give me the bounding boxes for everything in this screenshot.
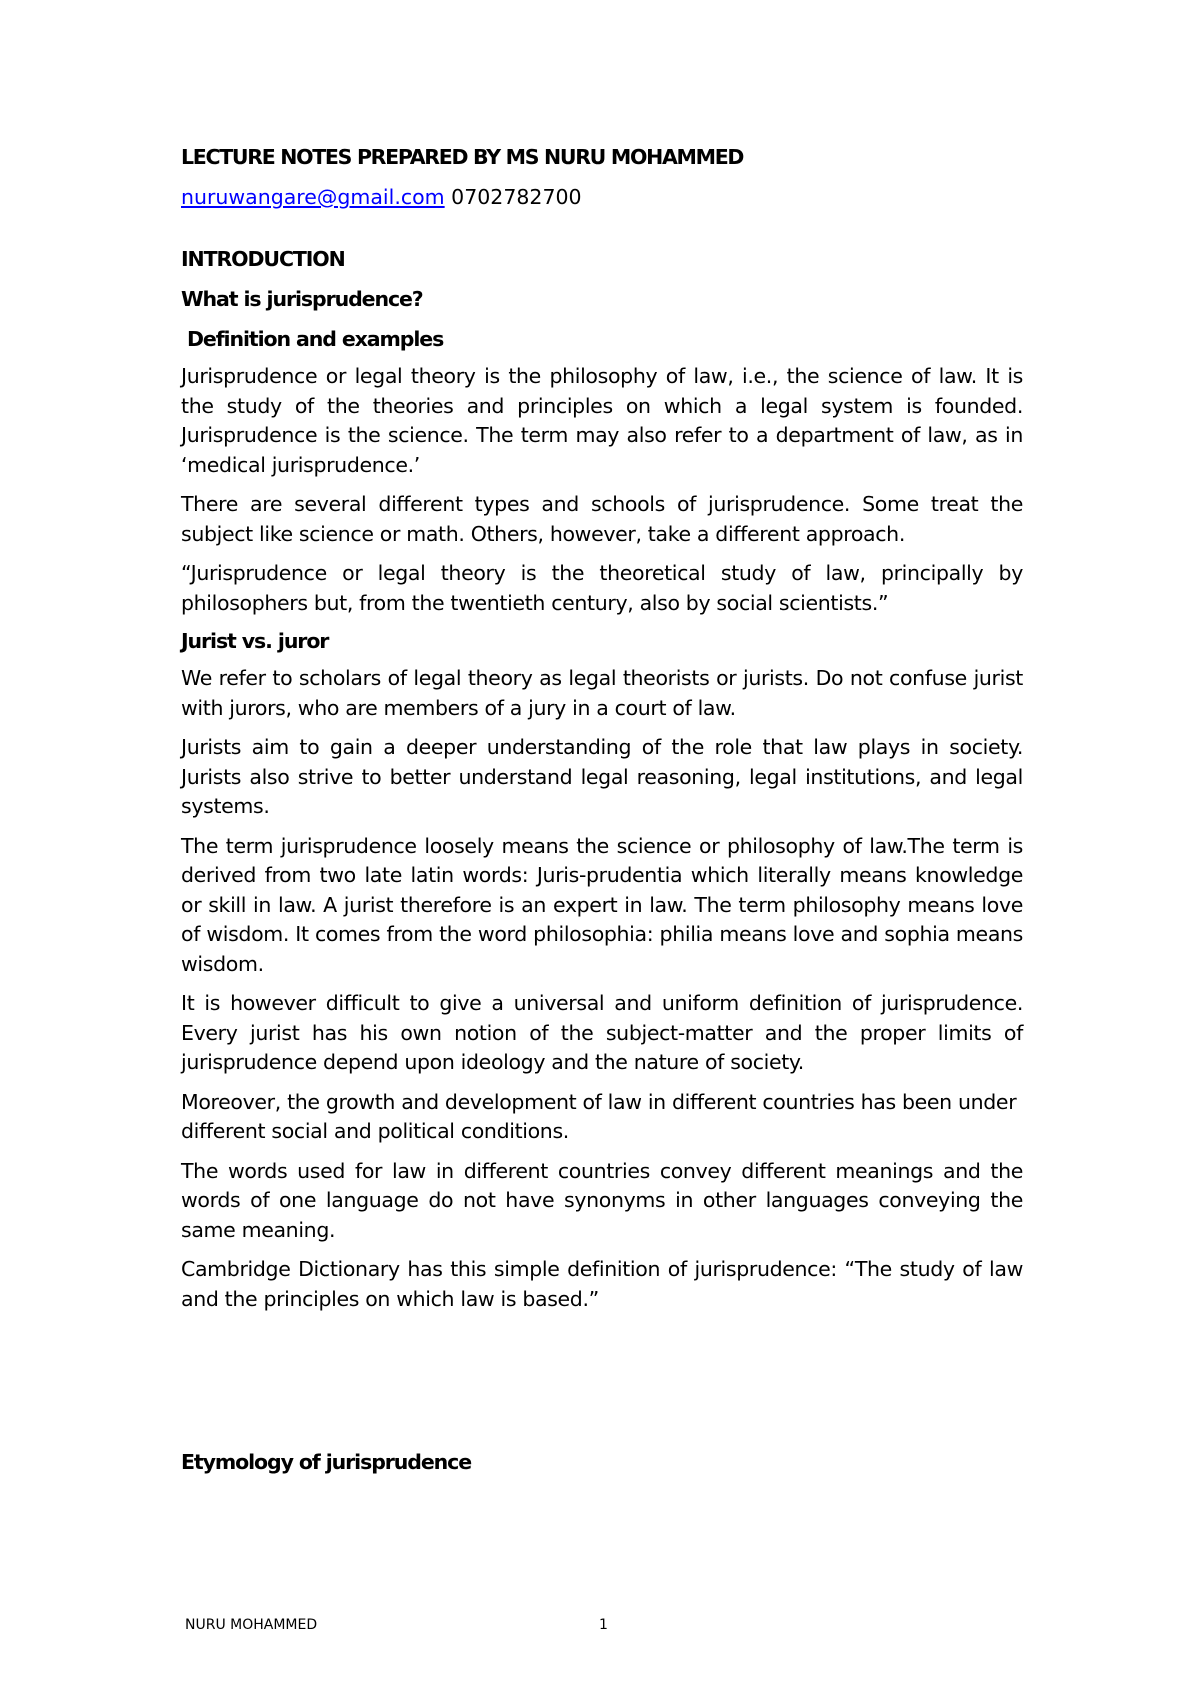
phone-number: 0702782700 (444, 185, 582, 209)
footer-author: NURU MOHAMMED (185, 1617, 318, 1633)
paragraph-cambridge: Cambridge Dictionary has this simple definition of jurisprudence: “The study of law and the principles on which law is based.” (181, 1257, 1023, 1311)
paragraph-term-meaning: The term jurisprudence loosely means the science or philosophy of law.The term is derived from two late latin words: Juris-prudentia which literally means knowledge or skill in law. A jurist therefore is an expert in law. The term philosophy means love of wisdom. It comes from the word philosophia: philia means love and sophia means wisdom. (181, 833, 1023, 976)
paragraph-growth: Moreover, the growth and development of law in different countries has been under different social and political conditions. (181, 1089, 1017, 1143)
paragraph-quote: “Jurisprudence or legal theory is the theoretical study of law, principally by philosophers but, from the twentieth century, also by social scientists.” (181, 561, 1023, 615)
email-link[interactable]: nuruwangare@gmail.com (181, 185, 445, 209)
contact-line (181, 182, 1023, 212)
heading-introduction: INTRODUCTION (181, 247, 345, 271)
heading-what-is-jurisprudence: What is jurisprudence? (181, 287, 423, 311)
page-content (181, 142, 1023, 1474)
heading-jurist-vs-juror: Jurist vs. juror (181, 629, 329, 653)
paragraph-difficult-definition: It is however difficult to give a universal and uniform definition of jurisprudence. Every jurist has his own notion of the subject-matter and the proper limits of jurisprudence depend upon ideology and the nature of society. (181, 991, 1023, 1074)
paragraph-words-used: The words used for law in different countries convey different meanings and the words of one language do not have synonyms in other languages conveying the same meaning. (181, 1158, 1023, 1242)
heading-etymology: Etymology of jurisprudence (181, 1450, 472, 1474)
paragraph-jurists-aim: Jurists aim to gain a deeper understanding of the role that law plays in society. Jurists also strive to better understand legal reasoning, legal institutions, and legal systems. (181, 735, 1023, 818)
paragraph-scholars: We refer to scholars of legal theory as legal theorists or jurists. Do not confuse jurist with jurors, who are members of a jury in a court of law. (181, 666, 1023, 720)
heading-definition-examples: Definition and examples (187, 327, 444, 351)
document-title: LECTURE NOTES PREPARED BY MS NURU MOHAMMED (181, 145, 744, 169)
paragraph-definition: Jurisprudence or legal theory is the philosophy of law, i.e., the science of law. It is the study of the theories and principles on which a legal system is founded. Jurisprudence is the science. The term may also refer to a department of law, as in ‘medical jurisprudence.’ (181, 364, 1023, 477)
paragraph-schools: There are several different types and schools of jurisprudence. Some treat the subject like science or math. Others, however, take a different approach. (181, 492, 1023, 546)
footer-page-number: 1 (599, 1617, 608, 1633)
